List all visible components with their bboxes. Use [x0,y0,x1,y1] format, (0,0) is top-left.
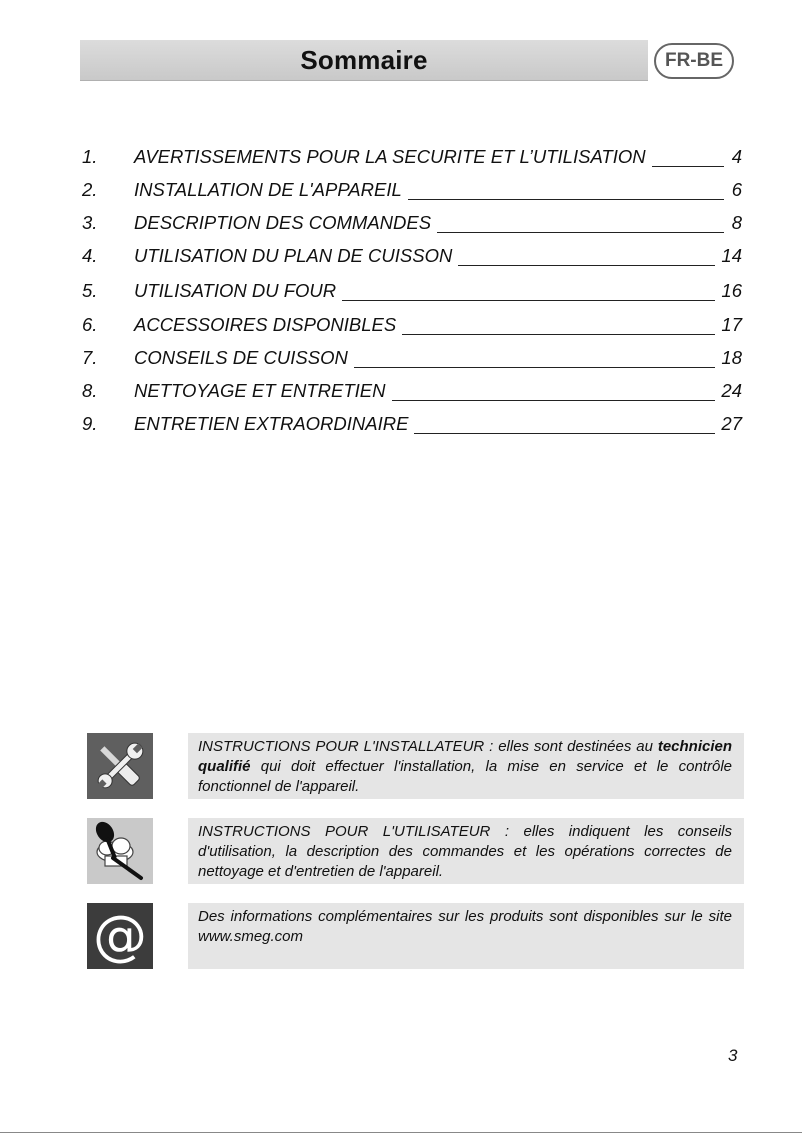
toc-number: 9. [82,413,98,434]
toc-leader [652,166,724,167]
header-bar [80,40,648,80]
toc-entry[interactable] [82,314,742,340]
tools-icon [87,733,153,799]
toc-entry[interactable] [82,347,742,373]
toc-label: ENTRETIEN EXTRAORDINAIRE [134,413,409,434]
toc-leader [437,232,724,233]
toc-page: 16 [721,280,742,301]
toc-leader [392,400,716,401]
toc-page: 18 [721,347,742,368]
web-info [188,903,744,969]
toc-entry[interactable] [82,179,742,205]
toc-leader [458,265,715,266]
toc-entry[interactable] [82,146,742,172]
at-sign-glyph: @ [93,904,147,967]
toc-leader [402,334,715,335]
toc-label: UTILISATION DU PLAN DE CUISSON [134,245,453,266]
toc-number: 7. [82,347,98,368]
toc-page: 17 [721,314,742,335]
toc-label: AVERTISSEMENTS POUR LA SECURITE ET L’UTILISATION [134,146,646,167]
installer-rest: qui doit effectuer l'installation, la mise en service et le contrôle fonctionnel de l'appareil. [198,758,732,795]
toc-label: UTILISATION DU FOUR [134,280,337,301]
installer-bold: technicien qualifié [198,738,733,775]
toc-number: 3. [82,212,98,233]
toc-leader [408,199,724,200]
toc-page: 4 [731,146,742,167]
toc-entry[interactable] [82,245,742,271]
toc-label: INSTALLATION DE L'APPAREIL [134,179,402,200]
toc-entry[interactable] [82,280,742,306]
toc-label: ACCESSOIRES DISPONIBLES [134,314,397,335]
chef-spoon-icon [87,818,153,884]
chef-spoon-icon-graphic [87,818,153,884]
toc-label: NETTOYAGE ET ENTRETIEN [134,380,386,401]
toc-number: 1. [82,146,98,167]
toc-leader [414,433,715,434]
toc-leader [342,300,715,301]
user-text: INSTRUCTIONS POUR L'UTILISATEUR : elles indiquent les conseils d'utilisation, la description des commandes et les opérations correctes de nettoyage et d'entretien de l'appareil. [198,823,732,880]
language-badge: FR-BE [654,43,734,79]
toc-entry[interactable] [82,413,742,439]
toc-label: DESCRIPTION DES COMMANDES [134,212,432,233]
installer-lead: INSTRUCTIONS POUR L'INSTALLATEUR : elles sont destinées au [198,738,653,755]
installer-instructions [188,733,744,799]
tools-icon-graphic [87,733,153,799]
toc-number: 4. [82,245,98,266]
toc-number: 2. [82,179,98,200]
page-title: Sommaire [300,44,428,75]
bottom-rule [0,1132,802,1133]
toc-number: 6. [82,314,98,335]
toc-label: CONSEILS DE CUISSON [134,347,348,368]
toc-page: 6 [731,179,742,200]
page-number: 3 [728,1046,738,1065]
toc-number: 5. [82,280,98,301]
at-sign-icon [87,903,153,969]
user-instructions [188,818,744,884]
toc-leader [354,367,716,368]
toc-number: 8. [82,380,98,401]
toc-page: 8 [731,212,742,233]
toc-page: 24 [721,380,742,401]
toc-entry[interactable] [82,380,742,406]
web-text: Des informations complémentaires sur les produits sont disponibles sur le site www.smeg.com [198,908,732,945]
toc-entry[interactable] [82,212,742,238]
toc-page: 14 [721,245,742,266]
toc-page: 27 [721,413,742,434]
